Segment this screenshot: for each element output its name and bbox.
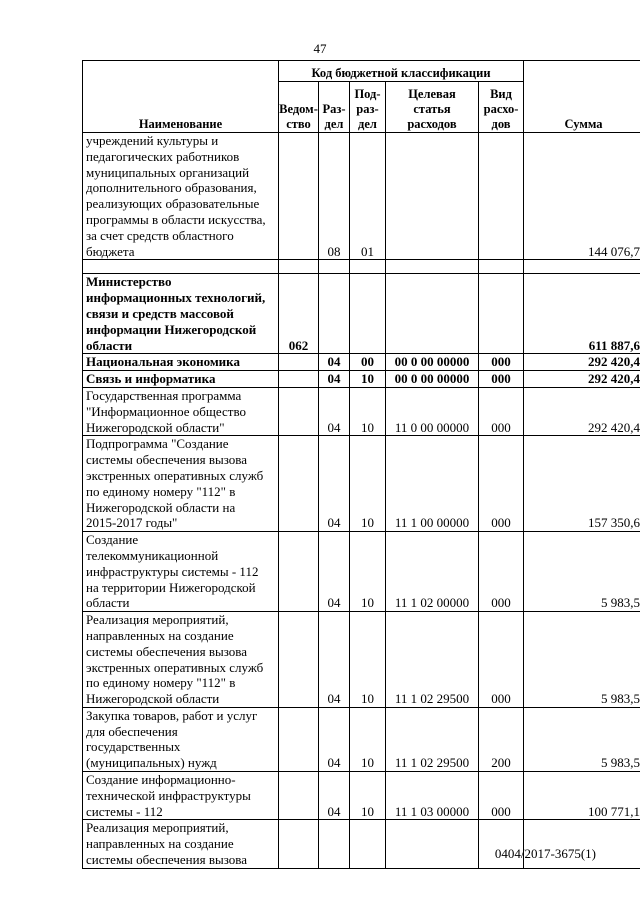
header-expense-type: Вид расхо- дов — [479, 82, 524, 133]
header-target-article: Целевая статья расходов — [386, 82, 479, 133]
row-target-article: 11 1 02 29500 — [386, 612, 479, 708]
row-expense-type: 000 — [479, 354, 524, 371]
row-vedomstvo — [279, 532, 319, 612]
row-expense-type — [479, 133, 524, 260]
row-sum: 5 983,5 — [524, 707, 640, 771]
row-expense-type: 000 — [479, 532, 524, 612]
row-podrazdel — [350, 274, 386, 354]
header-razdel: Раз- дел — [319, 82, 350, 133]
row-sum — [524, 260, 640, 274]
row-expense-type: 000 — [479, 772, 524, 820]
row-target-article: 11 1 00 00000 — [386, 436, 479, 532]
row-razdel: 04 — [319, 371, 350, 388]
row-podrazdel: 00 — [350, 354, 386, 371]
row-razdel: 04 — [319, 354, 350, 371]
row-sum: 292 420,4 — [524, 387, 640, 435]
row-expense-type — [479, 260, 524, 274]
header-podrazdel: Под- раз- дел — [350, 82, 386, 133]
row-sum: 100 771,1 — [524, 772, 640, 820]
table-row — [83, 772, 640, 820]
header-classification-code: Код бюджетной классификации — [279, 61, 524, 82]
table-row — [83, 371, 640, 388]
row-razdel — [319, 274, 350, 354]
row-name: Министерство информационных технологий, связи и средств массовой информации Нижегородской области — [83, 274, 279, 354]
row-sum: 144 076,7 — [524, 133, 640, 260]
row-name: Национальная экономика — [83, 354, 279, 371]
row-vedomstvo: 062 — [279, 274, 319, 354]
row-target-article: 11 1 02 29500 — [386, 707, 479, 771]
row-sum: 292 420,4 — [524, 371, 640, 388]
row-target-article — [386, 274, 479, 354]
row-name: Закупка товаров, работ и услуг для обеспечения государственных (муниципальных) нужд — [83, 707, 279, 771]
header-vedomstvo: Ведом- ство — [279, 82, 319, 133]
row-target-article: 00 0 00 00000 — [386, 354, 479, 371]
row-razdel — [319, 820, 350, 868]
row-razdel: 04 — [319, 707, 350, 771]
row-podrazdel: 01 — [350, 133, 386, 260]
table-row — [83, 260, 640, 274]
row-vedomstvo — [279, 354, 319, 371]
row-sum: 611 887,6 — [524, 274, 640, 354]
row-name: Реализация мероприятий, направленных на создание системы обеспечения вызова — [83, 820, 279, 868]
row-name — [83, 260, 279, 274]
row-name: Создание телекоммуникационной инфраструктуры системы - 112 на территории Нижегородской области — [83, 532, 279, 612]
row-vedomstvo — [279, 707, 319, 771]
row-vedomstvo — [279, 371, 319, 388]
table-row — [83, 274, 640, 354]
row-expense-type: 000 — [479, 387, 524, 435]
row-razdel: 04 — [319, 532, 350, 612]
row-expense-type: 000 — [479, 371, 524, 388]
row-razdel — [319, 260, 350, 274]
row-name: учреждений культуры и педагогических работников муниципальных организаций дополнительного образования, реализующих образовательные программы в области искусства, за счет средств областного бюджета — [83, 133, 279, 260]
row-vedomstvo — [279, 820, 319, 868]
row-podrazdel: 10 — [350, 532, 386, 612]
row-expense-type: 200 — [479, 707, 524, 771]
row-podrazdel — [350, 260, 386, 274]
row-name: Создание информационно- технической инфраструктуры системы - 112 — [83, 772, 279, 820]
row-target-article: 11 1 03 00000 — [386, 772, 479, 820]
row-vedomstvo — [279, 436, 319, 532]
row-vedomstvo — [279, 612, 319, 708]
table-row — [83, 133, 640, 260]
table-row — [83, 436, 640, 532]
table-row — [83, 532, 640, 612]
table-header — [83, 61, 640, 133]
table-row — [83, 354, 640, 371]
row-podrazdel: 10 — [350, 612, 386, 708]
table-body — [83, 133, 640, 869]
row-podrazdel: 10 — [350, 387, 386, 435]
table-row — [83, 707, 640, 771]
row-vedomstvo — [279, 133, 319, 260]
document-id: 0404/2017-3675(1) — [494, 846, 596, 861]
row-target-article — [386, 820, 479, 868]
row-razdel: 04 — [319, 387, 350, 435]
row-vedomstvo — [279, 772, 319, 820]
row-sum: 5 983,5 — [524, 612, 640, 708]
row-sum: 292 420,4 — [524, 354, 640, 371]
row-name: Реализация мероприятий, направленных на создание системы обеспечения вызова экстренных оперативных служб по единому номеру "112" в Нижегородской области — [83, 612, 279, 708]
row-name: Связь и информатика — [83, 371, 279, 388]
row-expense-type: 000 — [479, 612, 524, 708]
header-sum: Сумма — [524, 61, 640, 133]
row-expense-type: 000 — [479, 436, 524, 532]
row-podrazdel — [350, 820, 386, 868]
row-vedomstvo — [279, 387, 319, 435]
row-vedomstvo — [279, 260, 319, 274]
row-name: Государственная программа "Информационное общество Нижегородской области" — [83, 387, 279, 435]
page-number: 47 — [313, 41, 327, 56]
table-row — [83, 612, 640, 708]
row-target-article: 11 1 02 00000 — [386, 532, 479, 612]
row-sum: 157 350,6 — [524, 436, 640, 532]
row-target-article — [386, 133, 479, 260]
row-target-article: 11 0 00 00000 — [386, 387, 479, 435]
row-razdel: 04 — [319, 612, 350, 708]
budget-table — [82, 60, 640, 869]
row-podrazdel: 10 — [350, 436, 386, 532]
header-name: Наименование — [83, 61, 279, 133]
row-razdel: 04 — [319, 772, 350, 820]
row-target-article: 00 0 00 00000 — [386, 371, 479, 388]
row-name: Подпрограмма "Создание системы обеспечения вызова экстренных оперативных служб по единому номеру "112" в Нижегородской области на 2015-2017 годы" — [83, 436, 279, 532]
row-podrazdel: 10 — [350, 707, 386, 771]
row-target-article — [386, 260, 479, 274]
row-razdel: 04 — [319, 436, 350, 532]
row-expense-type — [479, 274, 524, 354]
row-razdel: 08 — [319, 133, 350, 260]
row-podrazdel: 10 — [350, 371, 386, 388]
row-podrazdel: 10 — [350, 772, 386, 820]
row-sum: 5 983,5 — [524, 532, 640, 612]
table-row — [83, 387, 640, 435]
